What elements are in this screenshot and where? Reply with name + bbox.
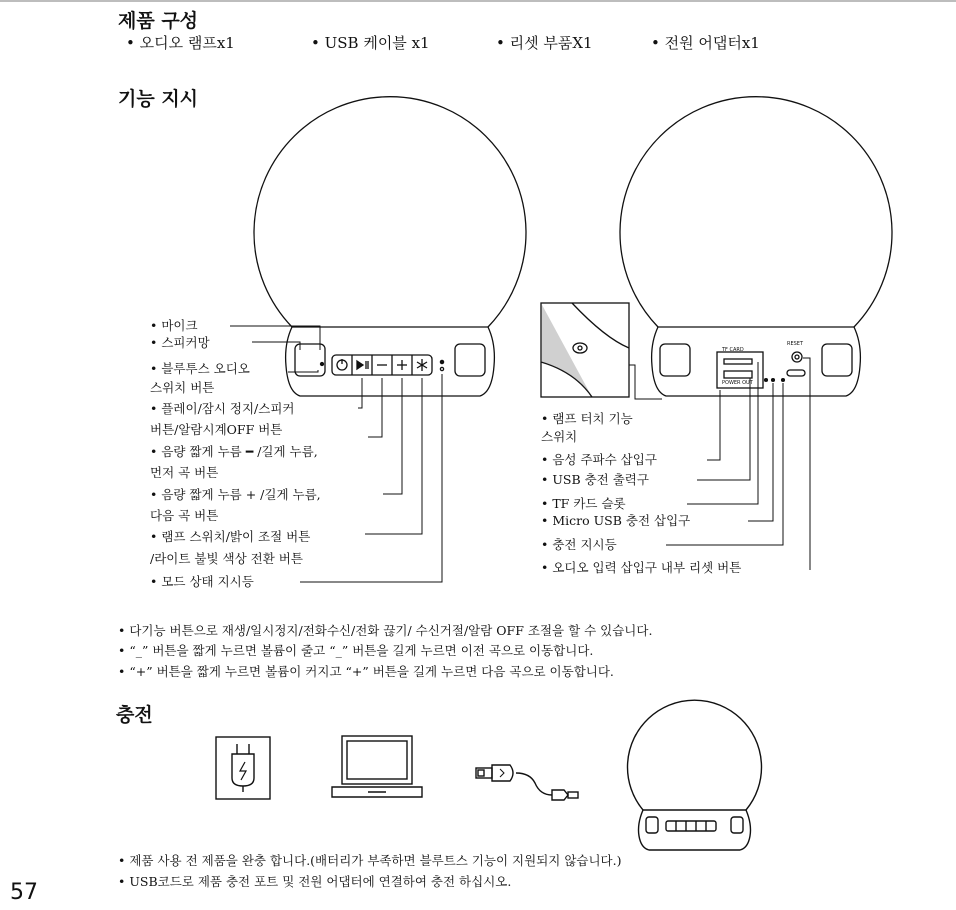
component-item: • USB 케이블 x1: [311, 34, 430, 52]
label-charge-indicator: • 충전 지시등: [541, 537, 617, 552]
label-touch-switch-2: 스위치: [541, 429, 578, 444]
tf-card-label: TF CARD: [722, 347, 744, 353]
label-bt-switch: • 블루투스 오디오: [150, 361, 250, 376]
component-item: • 리셋 부품X1: [496, 34, 593, 52]
reset-label: RESET: [787, 341, 804, 347]
label-reset-button: • 오디오 입력 삽입구 내부 리셋 버튼: [541, 560, 742, 575]
label-play-button-2: 버튼/알람시계OFF 버튼: [150, 422, 283, 437]
component-item: • 전원 어댑터x1: [651, 34, 760, 52]
functions-title: 기능 지시: [118, 88, 199, 110]
label-lamp-switch-2: /라이트 불빛 색상 전환 버튼: [150, 551, 303, 566]
function-note: • 다기능 버튼으로 재생/일시정지/전화수신/전화 끊기/ 수신거절/알람 OFF 조절을 할 수 있습니다.: [118, 623, 653, 638]
charging-note: • 제품 사용 전 제품을 완충 합니다.(배터리가 부족하면 블루트스 기능이 지원되지 않습니다.): [118, 853, 622, 868]
usb-cable-icon: [476, 765, 578, 800]
label-micro-usb: • Micro USB 충전 삽입구: [541, 513, 691, 528]
label-audio-in: • 음성 주파수 삽입구: [541, 452, 657, 467]
components-title: 제품 구성: [118, 10, 199, 32]
label-vol-down: • 음량 짧게 누름 ━ /길게 누름,: [150, 444, 318, 459]
label-vol-up-2: 다음 곡 버튼: [150, 508, 219, 523]
label-usb-out: • USB 충전 출력구: [541, 472, 649, 487]
power-out-label: POWER OUT: [722, 380, 753, 386]
component-item: • 오디오 램프x1: [126, 34, 235, 52]
charging-lamp-icon: [628, 700, 762, 810]
charging-title: 충전: [116, 704, 153, 726]
laptop-icon: [332, 736, 422, 797]
function-note: • “+” 버튼을 짧게 누르면 볼륨이 커지고 “+” 버튼을 길게 누르면 다음 곡으로 이동합니다.: [118, 664, 614, 679]
label-lamp-switch: • 램프 스위치/밝이 조절 버튼: [150, 529, 311, 544]
function-note: • “_” 버튼을 짧게 누르면 볼륨이 줄고 “_” 버튼을 길게 누르면 이전 곡으로 이동합니다.: [118, 643, 594, 658]
label-bt-switch-2: 스위치 버튼: [150, 380, 215, 395]
charging-note: • USB코드로 제품 충전 포트 및 전원 어댑터에 연결하여 충전 하십시오.: [118, 874, 512, 889]
page-number: 57: [10, 880, 38, 905]
label-mic: • 마이크: [150, 318, 198, 333]
label-play-button: • 플레이/잠시 정지/스피커: [150, 401, 295, 416]
label-speaker-grille: • 스피커망: [150, 335, 210, 350]
label-mode-indicator: • 모드 상태 지시등: [150, 574, 254, 589]
label-touch-switch: • 램프 터치 기능: [541, 411, 633, 426]
label-vol-down-2: 먼저 곡 버튼: [150, 465, 219, 480]
label-tf-slot: • TF 카드 슬롯: [541, 496, 626, 511]
label-vol-up: • 음량 짧게 누름 + /길게 누름,: [150, 487, 321, 502]
